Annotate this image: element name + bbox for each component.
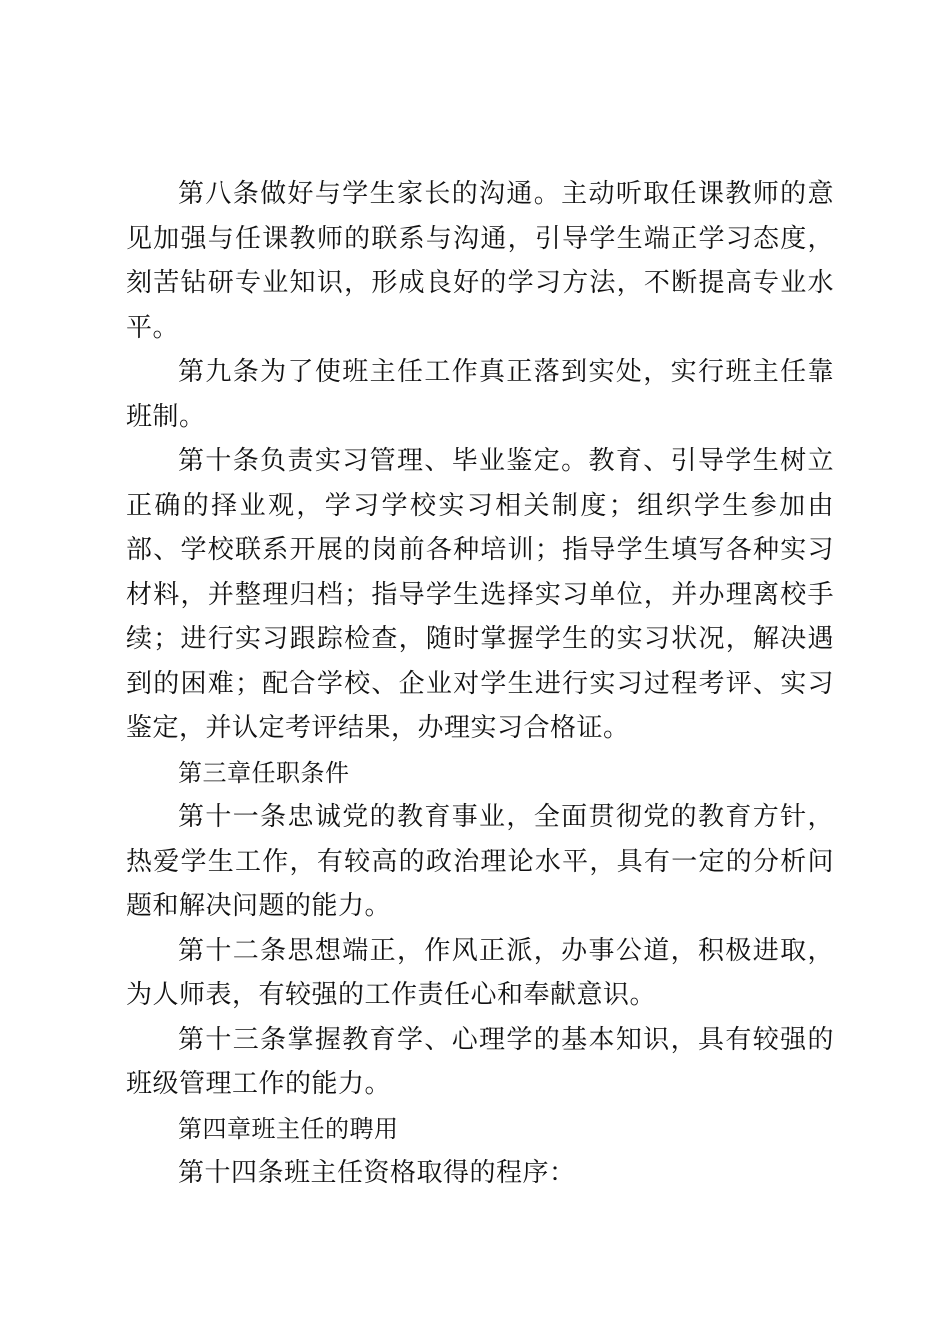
chapter-3-heading: 第三章任职条件 [178, 758, 350, 787]
article-10-paragraph: 第十条负责实习管理、毕业鉴定。教育、引导学生树立正确的择业观，学习学校实习相关制度；组织学生参加由部、学校联系开展的岗前各种培训；指导学生填写各种实习材料，并整理归档；指导学生选择实习单位，并办理离校手续；进行实习跟踪检查，随时掌握学生的实习状况，解决遇到的困难；配合学校、企业对学生进行实习过程考评、实习鉴定，并认定考评结果，办理实习合格证。 [126, 446, 834, 743]
article-13-paragraph: 第十三条掌握教育学、心理学的基本知识，具有较强的班级管理工作的能力。 [126, 1024, 834, 1099]
article-9-paragraph: 第九条为了使班主任工作真正落到实处，实行班主任靠班制。 [126, 357, 834, 432]
article-12-paragraph: 第十二条思想端正，作风正派，办事公道，积极进取，为人师表，有较强的工作责任心和奉献意识。 [126, 935, 834, 1010]
chapter-4-heading: 第四章班主任的聘用 [178, 1114, 399, 1143]
article-8-paragraph: 第八条做好与学生家长的沟通。主动听取任课教师的意见加强与任课教师的联系与沟通，引导学生端正学习态度，刻苦钻研专业知识，形成良好的学习方法，不断提高专业水平。 [126, 179, 834, 343]
document-page [126, 172, 834, 1196]
article-14-paragraph: 第十四条班主任资格取得的程序： [178, 1158, 576, 1188]
article-11-paragraph: 第十一条忠诚党的教育事业，全面贯彻党的教育方针，热爱学生工作，有较高的政治理论水平，具有一定的分析问题和解决问题的能力。 [126, 802, 834, 921]
